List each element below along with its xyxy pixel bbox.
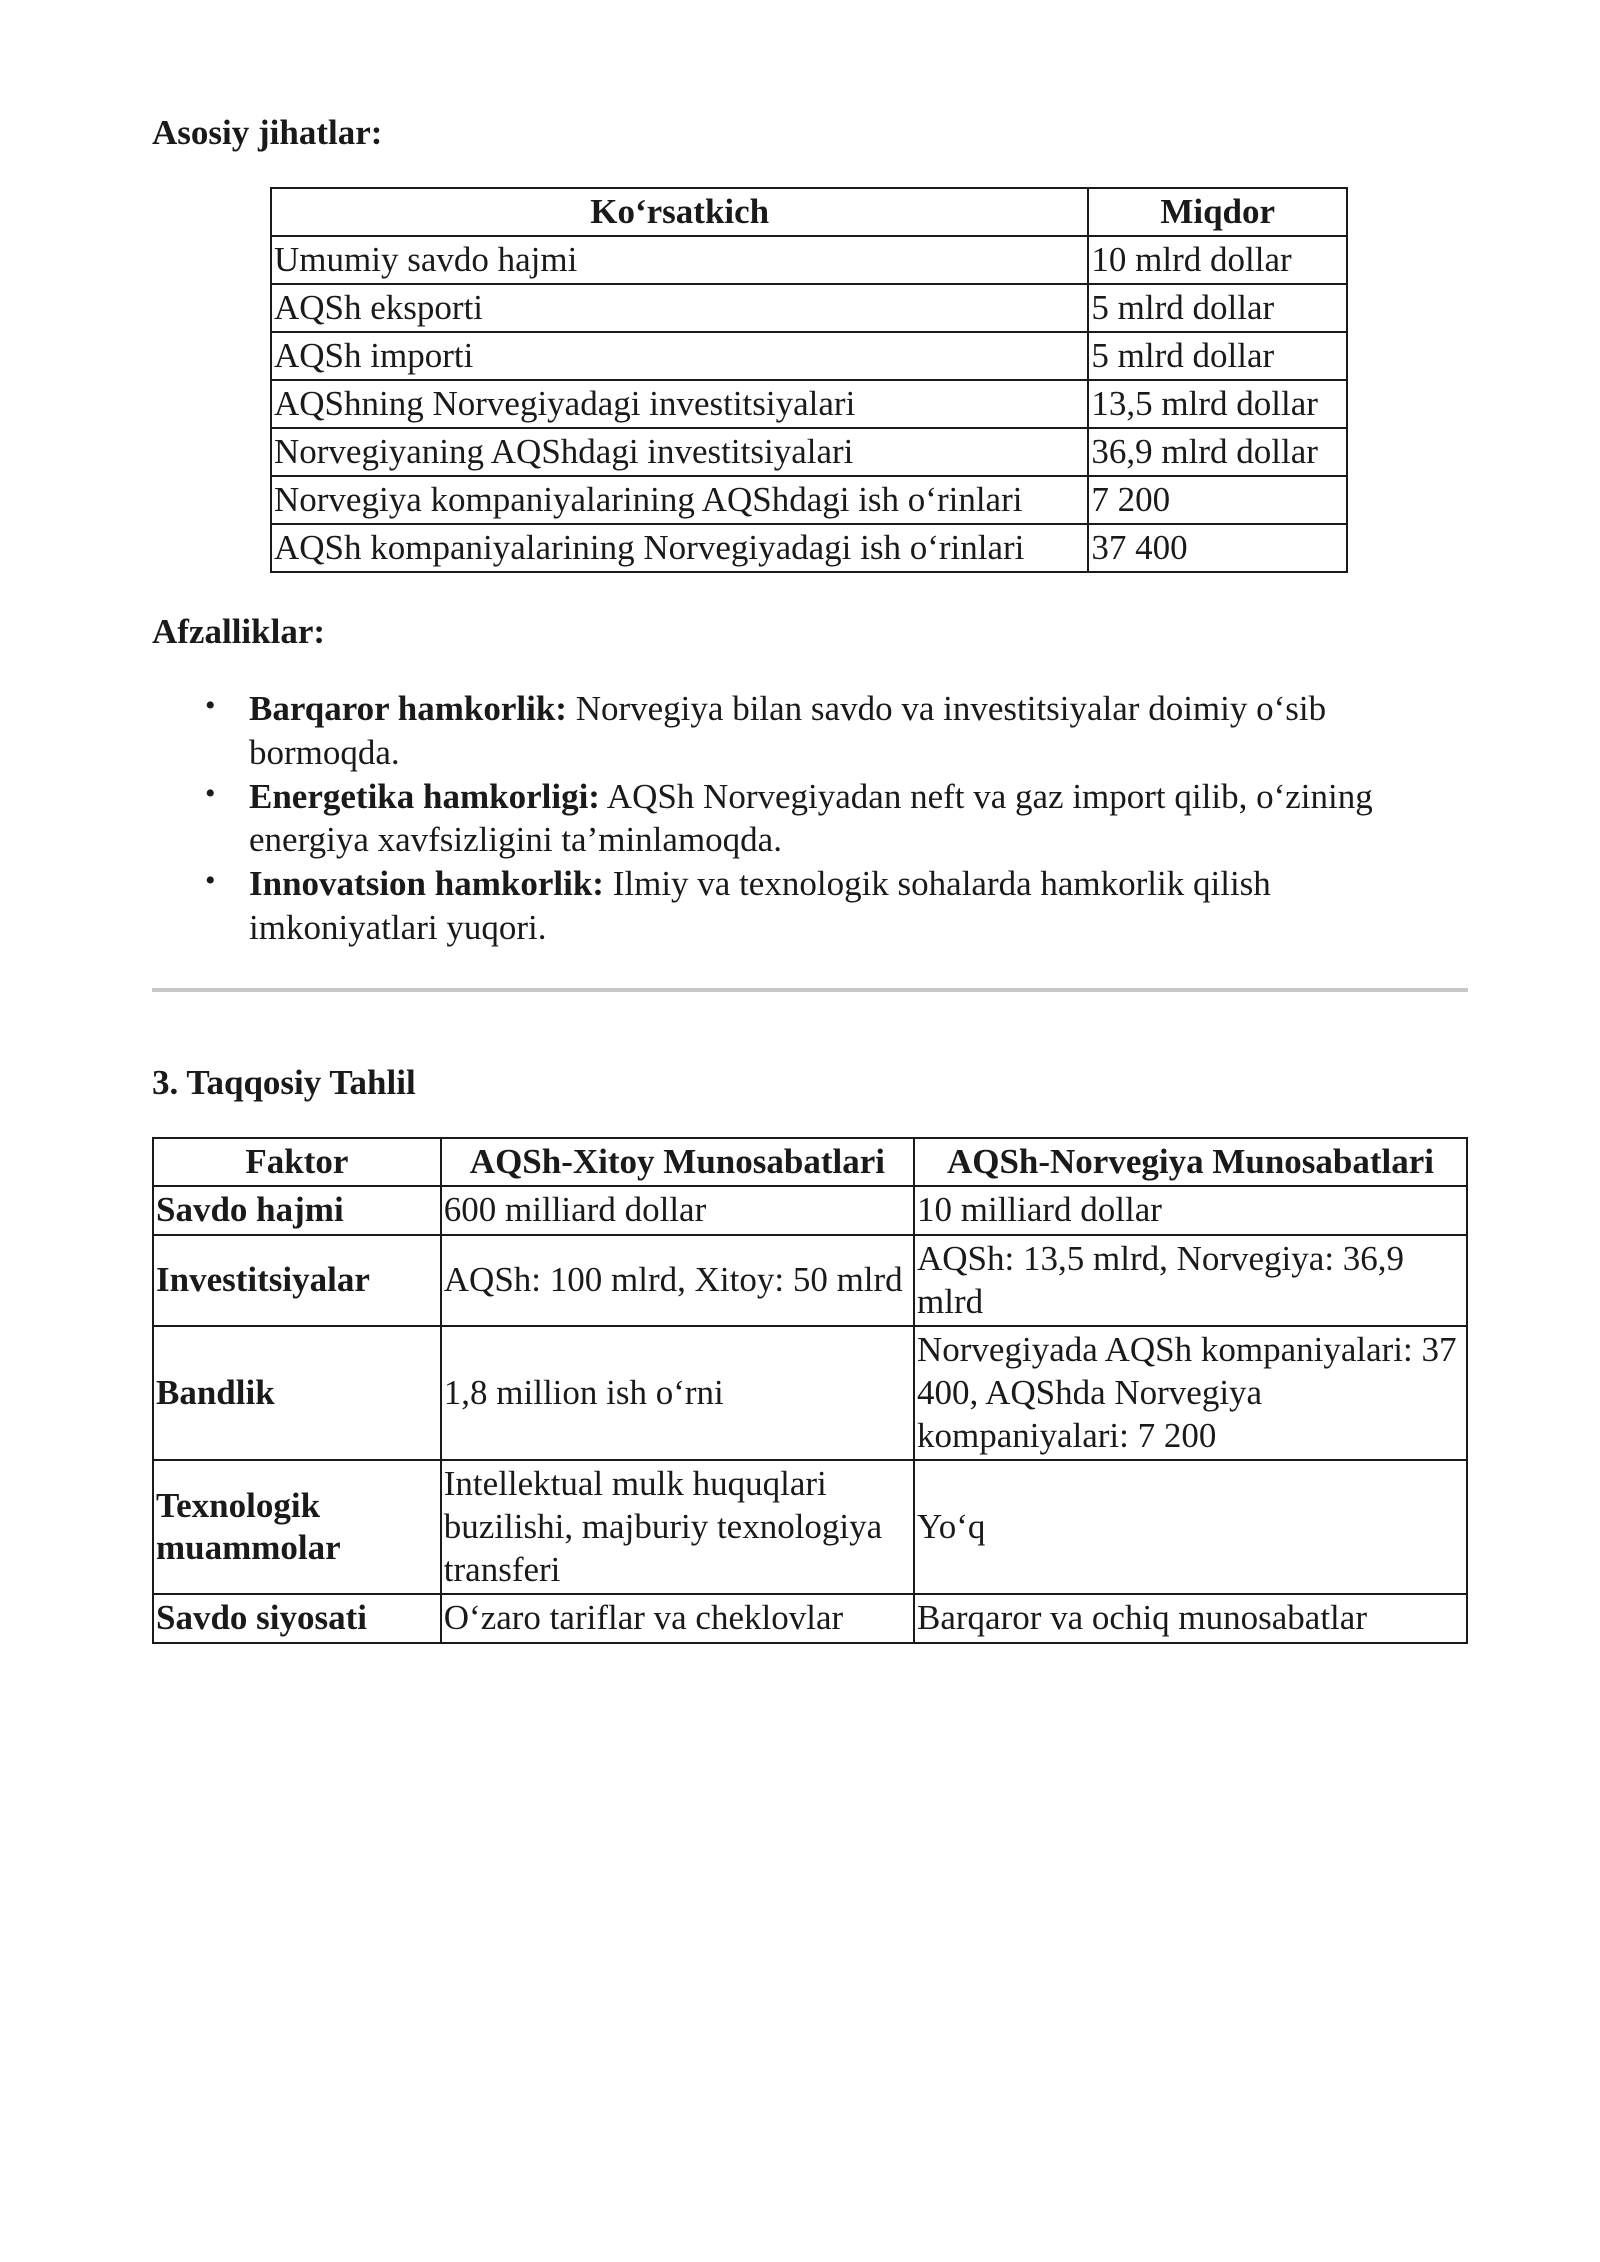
indicator-cell: AQShning Norvegiyadagi investitsiyalari: [271, 380, 1088, 428]
table-row: [271, 476, 1347, 524]
indicator-cell: Norvegiyaning AQShdagi investitsiyalari: [271, 428, 1088, 476]
key-aspects-heading: Asosiy jihatlar:: [152, 113, 383, 152]
table-header-row: [271, 188, 1347, 236]
list-item: [205, 862, 1468, 950]
indicator-cell: AQSh eksporti: [271, 284, 1088, 332]
list-item-title: Energetika hamkorligi:: [249, 776, 600, 816]
amount-cell: 5 mlrd dollar: [1088, 284, 1347, 332]
table-row: [271, 380, 1347, 428]
key-indicators-table: [270, 187, 1348, 573]
list-item: [205, 687, 1468, 775]
amount-cell: 5 mlrd dollar: [1088, 332, 1347, 380]
amount-cell: 10 mlrd dollar: [1088, 236, 1347, 284]
amount-cell: 13,5 mlrd dollar: [1088, 380, 1347, 428]
us-china-cell: 600 milliard dollar: [441, 1186, 914, 1235]
table-row: [153, 1326, 1467, 1460]
table-row: [271, 428, 1347, 476]
factor-cell: Texnologik muammolar: [153, 1460, 441, 1594]
advantages-list: [152, 687, 1468, 950]
list-item: [205, 775, 1468, 863]
bullet-icon: •: [205, 776, 216, 810]
table-row: [271, 332, 1347, 380]
us-norway-cell: Norvegiyada AQSh kompaniyalari: 37 400, AQShda Norvegiya kompaniyalari: 7 200: [914, 1326, 1467, 1460]
bullet-icon: •: [205, 864, 216, 897]
column-header-factor: Faktor: [153, 1138, 441, 1187]
table-row: [153, 1460, 1467, 1594]
table-row: [153, 1186, 1467, 1235]
factor-cell: Savdo hajmi: [153, 1186, 441, 1235]
column-header-us-norway: AQSh-Norvegiya Munosabatlari: [914, 1138, 1467, 1187]
list-item-text: Norvegiya bilan savdo va investitsiyalar doimiy o‘sib bormoqda.: [249, 689, 1327, 772]
factor-cell: Bandlik: [153, 1326, 441, 1460]
column-header-indicator: Ko‘rsatkich: [271, 188, 1088, 236]
bullet-icon: •: [205, 689, 216, 722]
factor-cell: Investitsiyalar: [153, 1235, 441, 1326]
advantages-heading: Afzalliklar:: [152, 612, 326, 651]
indicator-cell: Umumiy savdo hajmi: [271, 236, 1088, 284]
table-row: [153, 1594, 1467, 1643]
table-row: [271, 284, 1347, 332]
indicator-cell: AQSh kompaniyalarining Norvegiyadagi ish o‘rinlari: [271, 524, 1088, 572]
us-china-cell: O‘zaro tariflar va cheklovlar: [441, 1594, 914, 1643]
us-norway-cell: Yo‘q: [914, 1460, 1467, 1594]
us-china-cell: 1,8 million ish o‘rni: [441, 1326, 914, 1460]
table-row: [271, 236, 1347, 284]
horizontal-divider: [152, 988, 1468, 992]
comparative-analysis-heading: 3. Taqqosiy Tahlil: [152, 1062, 416, 1102]
us-china-cell: Intellektual mulk huquqlari buzilishi, majburiy texnologiya transferi: [441, 1460, 914, 1594]
indicator-cell: AQSh importi: [271, 332, 1088, 380]
amount-cell: 7 200: [1088, 476, 1347, 524]
us-china-cell: AQSh: 100 mlrd, Xitoy: 50 mlrd: [441, 1235, 914, 1326]
column-header-us-china: AQSh-Xitoy Munosabatlari: [441, 1138, 914, 1187]
us-norway-cell: AQSh: 13,5 mlrd, Norvegiya: 36,9 mlrd: [914, 1235, 1467, 1326]
indicator-cell: Norvegiya kompaniyalarining AQShdagi ish o‘rinlari: [271, 476, 1088, 524]
table-header-row: [153, 1138, 1467, 1187]
amount-cell: 37 400: [1088, 524, 1347, 572]
list-item-text: AQSh Norvegiyadan neft va gaz import qilib, o‘zining energiya xavfsizligini ta’minlamoqda.: [249, 776, 1373, 860]
list-item-title: Innovatsion hamkorlik:: [249, 864, 604, 903]
amount-cell: 36,9 mlrd dollar: [1088, 428, 1347, 476]
document-page: [152, 112, 1468, 1644]
table-row: [271, 524, 1347, 572]
factor-cell: Savdo siyosati: [153, 1594, 441, 1643]
comparison-table: [152, 1137, 1468, 1645]
list-item-title: Barqaror hamkorlik:: [249, 689, 567, 728]
us-norway-cell: 10 milliard dollar: [914, 1186, 1467, 1235]
list-item-text: Ilmiy va texnologik sohalarda hamkorlik qilish imkoniyatlari yuqori.: [249, 864, 1271, 947]
column-header-amount: Miqdor: [1088, 188, 1347, 236]
table-row: [153, 1235, 1467, 1326]
us-norway-cell: Barqaror va ochiq munosabatlar: [914, 1594, 1467, 1643]
